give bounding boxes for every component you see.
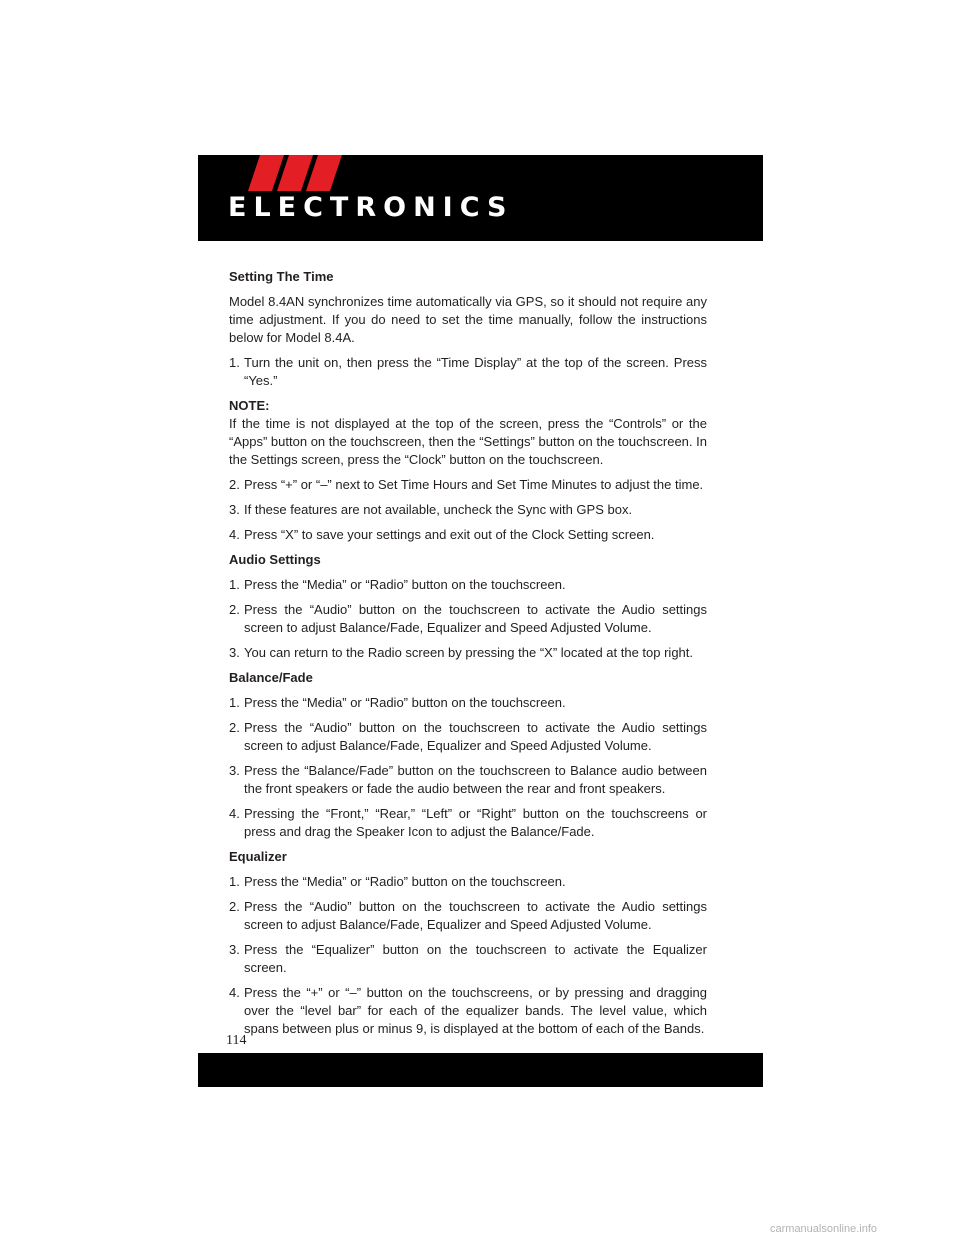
step-text: Press the “Audio” button on the touchscreen to activate the Audio settings screen to adjust Balance/Fade, Equalizer and Speed Adjusted Volume. (244, 602, 707, 635)
step-number: 3. (229, 645, 240, 660)
audio-step (229, 601, 707, 637)
step-text: Press the “Equalizer” button on the touchscreen to activate the Equalizer screen. (244, 942, 707, 975)
stripe-1 (248, 155, 284, 191)
equalizer-step (229, 941, 707, 977)
intro-paragraph: Model 8.4AN synchronizes time automatically via GPS, so it should not require any time adjustment. If you do need to set the time manually, follow the instructions below for Model 8.4A. (229, 294, 707, 345)
section-header (198, 155, 763, 241)
note-text: If the time is not displayed at the top of the screen, press the “Controls” or the “Apps” button on the touchscreen, then the “Settings” button on the touchscreen. In the Settings screen, press the “Clock” button on the touchscreen. (229, 416, 707, 467)
balance-step (229, 762, 707, 798)
audio-step (229, 576, 707, 594)
step-number: 1. (229, 355, 240, 370)
step-text: Press the “Media” or “Radio” button on the touchscreen. (244, 874, 566, 889)
step-text: You can return to the Radio screen by pressing the “X” located at the top right. (244, 645, 694, 660)
balance-step (229, 694, 707, 712)
step-text: Press “X” to save your settings and exit out of the Clock Setting screen. (244, 527, 655, 542)
balance-step (229, 805, 707, 841)
step-number: 2. (229, 602, 240, 617)
time-step (229, 476, 707, 494)
step-text: Press “+” or “–” next to Set Time Hours and Set Time Minutes to adjust the time. (244, 477, 704, 492)
step-number: 2. (229, 477, 240, 492)
stripe-3 (306, 155, 342, 191)
racing-stripes-logo (248, 155, 348, 191)
heading-equalizer: Equalizer (229, 849, 287, 864)
balance-step (229, 719, 707, 755)
note-heading: NOTE: (229, 398, 270, 413)
step-number: 3. (229, 763, 240, 778)
time-step (229, 501, 707, 519)
heading-audio-settings: Audio Settings (229, 552, 321, 567)
step-number: 3. (229, 502, 240, 517)
step-number: 4. (229, 806, 240, 821)
step-text: Press the “Audio” button on the touchscreen to activate the Audio settings screen to adjust Balance/Fade, Equalizer and Speed Adjusted Volume. (244, 720, 707, 753)
step-text: Press the “Balance/Fade” button on the touchscreen to Balance audio between the front speakers or fade the audio between the rear and front speakers. (244, 763, 707, 796)
step-text: Pressing the “Front,” “Rear,” “Left” or “Right” button on the touchscreens or press and drag the Speaker Icon to adjust the Balance/Fade. (244, 806, 707, 839)
equalizer-step (229, 873, 707, 891)
watermark: carmanualsonline.info (770, 1223, 878, 1235)
step-number: 4. (229, 985, 240, 1000)
stripe-2 (277, 155, 313, 191)
time-step (229, 526, 707, 544)
step-number: 1. (229, 695, 240, 710)
step-text: Turn the unit on, then press the “Time Display” at the top of the screen. Press “Yes.” (244, 355, 707, 388)
heading-balance-fade: Balance/Fade (229, 670, 313, 685)
step-number: 2. (229, 720, 240, 735)
step-text: Press the “+” or “–” button on the touchscreens, or by pressing and dragging over the “level bar” for each of the equalizer bands. The level value, which spans between plus or minus 9, is displayed at the bottom of each of the Bands. (244, 985, 707, 1036)
audio-step (229, 644, 707, 662)
equalizer-step (229, 984, 707, 1038)
step-text: Press the “Audio” button on the touchscreen to activate the Audio settings screen to adjust Balance/Fade, Equalizer and Speed Adjusted Volume. (244, 899, 707, 932)
time-step (229, 354, 707, 390)
section-title: ELECTRONICS (228, 192, 514, 223)
step-number: 2. (229, 899, 240, 914)
equalizer-step (229, 898, 707, 934)
step-number: 1. (229, 577, 240, 592)
step-number: 3. (229, 942, 240, 957)
step-number: 4. (229, 527, 240, 542)
page-number: 114 (226, 1033, 247, 1048)
step-text: Press the “Media” or “Radio” button on the touchscreen. (244, 695, 566, 710)
page-content (229, 268, 707, 1045)
step-number: 1. (229, 874, 240, 889)
step-text: Press the “Media” or “Radio” button on the touchscreen. (244, 577, 566, 592)
heading-setting-the-time: Setting The Time (229, 269, 334, 284)
step-text: If these features are not available, uncheck the Sync with GPS box. (244, 502, 633, 517)
footer-band (198, 1053, 763, 1087)
